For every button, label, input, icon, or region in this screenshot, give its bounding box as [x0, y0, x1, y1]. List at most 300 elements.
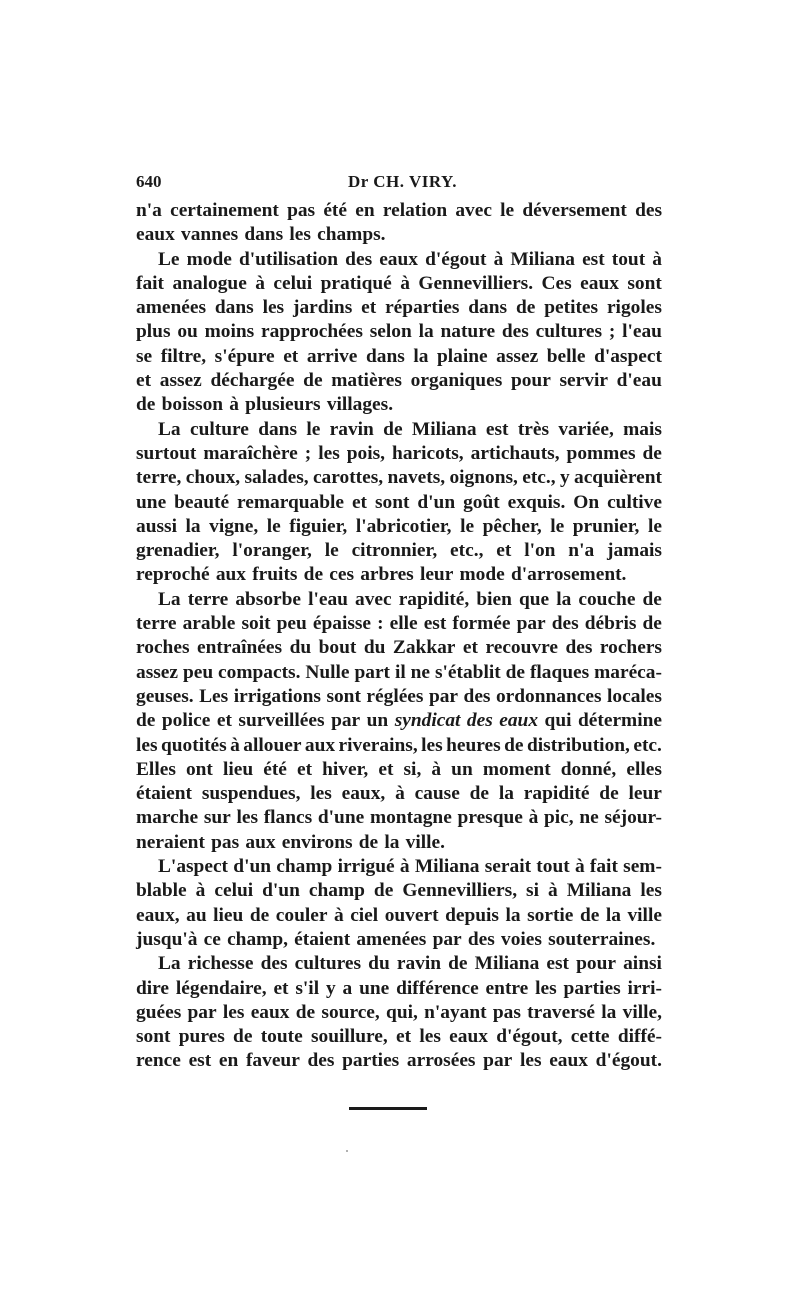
- word: richesse: [187, 953, 254, 975]
- word: aux: [215, 564, 246, 586]
- word: prunier,: [572, 515, 640, 537]
- word: jusqu'à: [136, 928, 198, 950]
- text-line: [136, 782, 662, 806]
- word: si: [526, 880, 539, 902]
- page-number: 640: [136, 172, 162, 191]
- word: plusieurs: [245, 394, 321, 416]
- word: l'eau: [622, 321, 662, 343]
- word: dans: [214, 297, 254, 319]
- text-line: [136, 661, 662, 685]
- word: de: [303, 370, 323, 392]
- word: les: [136, 734, 158, 756]
- word: au: [186, 904, 207, 926]
- word: du: [368, 953, 390, 975]
- word: est: [546, 953, 570, 975]
- word: Nulle: [305, 661, 350, 683]
- word: de: [504, 734, 524, 756]
- word: par: [432, 928, 462, 950]
- word: parties: [563, 977, 621, 999]
- word: une: [359, 977, 390, 999]
- word: légendaire,: [175, 977, 267, 999]
- word: est: [485, 418, 509, 440]
- word: Elles: [136, 758, 176, 780]
- word: de: [642, 588, 662, 610]
- word: flancs: [263, 807, 313, 829]
- word: qui: [544, 710, 572, 732]
- word: environs: [281, 831, 353, 853]
- word: part: [354, 661, 391, 683]
- text-line: [136, 1001, 662, 1025]
- word: eaux: [449, 1026, 488, 1048]
- text-line: [136, 539, 662, 563]
- word: servir: [559, 370, 608, 392]
- word: geuses.: [136, 685, 194, 707]
- word: pas: [287, 200, 316, 221]
- word: arbres: [360, 564, 414, 586]
- word: le: [266, 515, 281, 537]
- word: figuier,: [289, 515, 348, 537]
- word: a: [342, 977, 353, 999]
- word: choux,: [185, 467, 241, 489]
- word: dans: [244, 224, 284, 246]
- word: organiques: [410, 370, 503, 392]
- word: il: [394, 661, 406, 683]
- word: n'a: [568, 540, 595, 562]
- word: de: [373, 880, 394, 902]
- word: neraient: [136, 831, 205, 853]
- italic-term: des: [466, 710, 493, 732]
- word: vannes: [181, 224, 239, 246]
- word: traversé: [527, 1001, 595, 1023]
- word: déversement: [522, 200, 627, 221]
- word: amenées: [136, 297, 206, 319]
- word: eaux,: [136, 904, 180, 926]
- word: pommes: [566, 442, 636, 464]
- word: couler: [275, 904, 328, 926]
- text-line: [136, 393, 662, 417]
- word: sem-: [623, 856, 662, 878]
- text-line: [136, 515, 662, 539]
- word: [467, 709, 493, 733]
- word: le: [306, 418, 321, 440]
- word: ne: [579, 807, 599, 829]
- word: de: [448, 953, 468, 975]
- word: voies: [501, 928, 542, 950]
- text-line: [136, 199, 662, 223]
- word: pratiqué: [320, 272, 392, 294]
- word: jardins: [292, 297, 353, 319]
- word: sont: [374, 491, 410, 513]
- word: pour: [576, 953, 616, 975]
- word: rochers: [599, 637, 662, 659]
- word: remarquable: [237, 491, 345, 513]
- word: la: [556, 588, 572, 610]
- word: de: [358, 831, 379, 853]
- word: presque: [457, 807, 523, 829]
- word: etc.,: [450, 540, 484, 562]
- word: cultive: [607, 491, 662, 513]
- word: pures: [178, 1026, 225, 1048]
- word: ainsi: [623, 953, 662, 975]
- word: du: [363, 637, 386, 659]
- word: pois,: [346, 442, 386, 464]
- word: les: [421, 734, 443, 756]
- word: riverains,: [338, 734, 418, 756]
- word: [499, 709, 538, 733]
- word: lieu: [222, 758, 254, 780]
- word: se: [136, 345, 153, 367]
- word: des: [565, 637, 593, 659]
- word: Ces: [541, 272, 572, 294]
- word: entre: [485, 977, 529, 999]
- word: la: [505, 904, 521, 926]
- word: arable: [182, 613, 236, 635]
- word: Le: [158, 248, 180, 270]
- text-line: [136, 758, 662, 782]
- word: d'égout.: [595, 1050, 662, 1072]
- word: eaux,: [341, 783, 386, 805]
- word: Miliana: [411, 418, 477, 440]
- word: champ: [308, 880, 365, 902]
- word: matières: [331, 370, 402, 392]
- word: pic,: [544, 807, 574, 829]
- word: cause: [414, 783, 460, 805]
- word: eaux: [250, 1001, 290, 1023]
- word: dire: [136, 977, 170, 999]
- page-header: [136, 172, 662, 196]
- word: d'un: [262, 880, 300, 902]
- text-line: [136, 1049, 662, 1073]
- word: par: [187, 1001, 217, 1023]
- word: artichauts,: [470, 442, 560, 464]
- word: diffé-: [617, 1026, 662, 1048]
- word: elle: [389, 613, 418, 635]
- text-line: [136, 904, 662, 928]
- word: bien: [476, 588, 512, 610]
- word: celui: [214, 880, 254, 902]
- word: et: [378, 758, 394, 780]
- word: terre: [187, 588, 229, 610]
- word: souterraines.: [548, 928, 656, 950]
- word: à: [399, 856, 410, 878]
- word: les: [535, 977, 557, 999]
- word: jamais: [607, 540, 662, 562]
- word: ce: [203, 928, 221, 950]
- word: On: [573, 491, 600, 513]
- word: culture: [189, 418, 249, 440]
- word: sortie: [527, 904, 574, 926]
- word: rigoles: [606, 297, 662, 319]
- word: des: [307, 1050, 335, 1072]
- word: Gennevilliers,: [402, 880, 518, 902]
- word: différence: [396, 977, 479, 999]
- word: navets,: [387, 467, 446, 489]
- word: les: [289, 224, 311, 246]
- word: n'a: [136, 200, 162, 221]
- word: de: [642, 613, 662, 635]
- word: plus: [136, 321, 171, 343]
- word: assez: [136, 661, 179, 683]
- word: très: [517, 418, 550, 440]
- word: serait: [484, 856, 532, 878]
- word: Les: [199, 685, 229, 707]
- word: y: [325, 977, 336, 999]
- word: sont: [136, 1026, 171, 1048]
- word: arrosées: [406, 1050, 476, 1072]
- word: à: [431, 758, 442, 780]
- word: champ: [276, 856, 333, 878]
- word: leur: [628, 783, 662, 805]
- word: d'arrosement.: [510, 564, 627, 586]
- word: l'on: [524, 540, 556, 562]
- word: sur: [203, 807, 231, 829]
- word: distribution,: [526, 734, 630, 756]
- word: ravin: [329, 418, 374, 440]
- word: des: [260, 953, 288, 975]
- word: de: [303, 564, 324, 586]
- word: Miliana: [474, 953, 540, 975]
- word: tout: [611, 248, 646, 270]
- word: d'eau: [616, 370, 662, 392]
- word: et: [361, 297, 377, 319]
- word: à: [400, 272, 410, 294]
- word: l'abricotier,: [355, 515, 452, 537]
- text-line: [136, 466, 662, 490]
- word: aussi: [136, 515, 177, 537]
- page-speck: [346, 1150, 348, 1152]
- word: étaient: [136, 783, 192, 805]
- word: été: [263, 758, 287, 780]
- text-line: [136, 831, 662, 855]
- word: le: [647, 515, 662, 537]
- word: est: [582, 248, 605, 270]
- word: pas: [492, 1001, 521, 1023]
- word: vigne,: [209, 515, 259, 537]
- word: l'eau: [308, 588, 348, 610]
- word: réparties: [385, 297, 460, 319]
- word: boisson: [161, 394, 224, 416]
- word: et: [395, 1026, 412, 1048]
- word: avec: [455, 200, 492, 221]
- word: goût: [463, 491, 500, 513]
- text-line: [136, 636, 662, 660]
- word: terre,: [136, 467, 182, 489]
- word: certainement: [170, 200, 279, 221]
- word: surveillées: [238, 710, 325, 732]
- word: d'utilisation: [238, 248, 339, 270]
- text-line: [136, 418, 662, 442]
- word: d'aspect: [594, 345, 662, 367]
- word: ciel: [350, 904, 379, 926]
- word: sont: [627, 272, 662, 294]
- word: s'épure: [214, 345, 275, 367]
- word: de: [469, 783, 490, 805]
- word: villages.: [326, 394, 394, 416]
- word: maréca-: [594, 661, 662, 683]
- word: suspendues,: [201, 783, 301, 805]
- text-line: [136, 709, 662, 733]
- text-line: [136, 685, 662, 709]
- text-line: [136, 952, 662, 976]
- word: les: [318, 442, 340, 464]
- word: maraîchère: [203, 442, 298, 464]
- word: à: [229, 394, 239, 416]
- word: s'établit: [434, 661, 501, 683]
- word: nature: [440, 321, 496, 343]
- word: La: [158, 953, 181, 975]
- running-head: Dr CH. VIRY.: [348, 172, 457, 191]
- word: du: [289, 637, 312, 659]
- word: citronnier,: [351, 540, 438, 562]
- word: de: [383, 418, 403, 440]
- text-line: [136, 977, 662, 1001]
- word: moment: [482, 758, 551, 780]
- word: dans: [258, 418, 297, 440]
- word: séjour-: [604, 807, 662, 829]
- word: et: [216, 710, 232, 732]
- word: assez: [159, 370, 202, 392]
- word: sont: [326, 685, 361, 707]
- word: d'une: [317, 807, 365, 829]
- text-line: [136, 563, 662, 587]
- text-line: [136, 734, 662, 758]
- word: ville.: [405, 831, 445, 853]
- word: La: [158, 588, 181, 610]
- word: haricots,: [392, 442, 464, 464]
- text-line: [136, 588, 662, 612]
- word: que: [518, 588, 550, 610]
- word: quotités: [160, 734, 227, 756]
- word: de: [136, 710, 156, 732]
- word: compacts.: [218, 661, 301, 683]
- word: etc.: [633, 734, 662, 756]
- word: beauté: [174, 491, 230, 513]
- word: fait: [136, 272, 164, 294]
- word: de: [295, 1001, 316, 1023]
- word: est: [423, 613, 447, 635]
- word: surtout: [136, 442, 197, 464]
- word: moins: [204, 321, 255, 343]
- word: s'il: [295, 977, 320, 999]
- word: à: [230, 734, 240, 756]
- word: analogue: [172, 272, 247, 294]
- word: variée,: [558, 418, 614, 440]
- word: entraînées: [196, 637, 283, 659]
- word: Gennevilliers.: [418, 272, 534, 294]
- word: et: [136, 370, 152, 392]
- word: les: [310, 783, 332, 805]
- word: de: [249, 904, 270, 926]
- word: un: [366, 710, 389, 732]
- word: la: [601, 1001, 617, 1023]
- word: dans: [468, 297, 508, 319]
- word: et: [283, 345, 299, 367]
- word: un: [451, 758, 473, 780]
- word: reproché: [136, 564, 210, 586]
- word: soit: [241, 613, 271, 635]
- word: couche: [578, 588, 636, 610]
- word: source,: [321, 1001, 380, 1023]
- word: peu: [276, 613, 307, 635]
- text-line: [136, 223, 662, 247]
- word: et: [296, 758, 313, 780]
- word: détermine: [577, 710, 662, 732]
- word: ont: [185, 758, 213, 780]
- word: avec: [355, 588, 392, 610]
- word: ouvert: [384, 904, 439, 926]
- word: aux: [304, 734, 336, 756]
- text-line: [136, 369, 662, 393]
- word: et: [351, 491, 368, 513]
- word: débris: [584, 613, 637, 635]
- word: hiver,: [322, 758, 369, 780]
- word: etc.,: [522, 467, 556, 489]
- word: le: [460, 515, 475, 537]
- word: à: [255, 272, 265, 294]
- word: salades,: [244, 467, 309, 489]
- word: les: [419, 1026, 441, 1048]
- text-line: [136, 442, 662, 466]
- word: à: [493, 248, 504, 270]
- text-line: [136, 345, 662, 369]
- word: tout: [536, 856, 570, 878]
- word: les: [262, 297, 285, 319]
- word: de: [579, 904, 600, 926]
- section-end-rule: [349, 1107, 427, 1110]
- word: réglées: [366, 685, 424, 707]
- word: cultures: [535, 321, 603, 343]
- word: les: [640, 880, 662, 902]
- word: de: [515, 297, 536, 319]
- word: flaques: [529, 661, 590, 683]
- word: des: [551, 613, 579, 635]
- word: parties: [342, 1050, 400, 1072]
- text-line: [136, 272, 662, 296]
- word: formée: [452, 613, 511, 635]
- word: belle: [546, 345, 586, 367]
- word: police: [161, 710, 211, 732]
- word: d'égout,: [496, 1026, 563, 1048]
- word: champs.: [317, 224, 386, 246]
- word: faveur: [245, 1050, 300, 1072]
- word: à: [528, 807, 539, 829]
- word: déchargée: [210, 370, 295, 392]
- body-text: [136, 199, 662, 1074]
- word: de: [642, 442, 662, 464]
- word: rapprochées: [260, 321, 363, 343]
- word: d'un: [417, 491, 456, 513]
- word: par: [483, 1050, 513, 1072]
- word: ne: [410, 661, 431, 683]
- word: ;: [304, 442, 312, 464]
- word: La: [158, 418, 181, 440]
- word: par: [331, 710, 361, 732]
- word: en: [355, 200, 375, 221]
- word: :: [377, 613, 384, 635]
- word: lieu: [213, 904, 244, 926]
- word: de: [505, 661, 526, 683]
- word: amenées: [356, 928, 427, 950]
- word: des: [501, 321, 529, 343]
- word: grenadier,: [136, 540, 220, 562]
- word: rapidité: [523, 783, 590, 805]
- word: la: [605, 904, 621, 926]
- word: eaux: [136, 224, 175, 246]
- word: Miliana: [510, 248, 575, 270]
- text-line: [136, 928, 662, 952]
- word: si,: [403, 758, 422, 780]
- word: souillure,: [311, 1026, 388, 1048]
